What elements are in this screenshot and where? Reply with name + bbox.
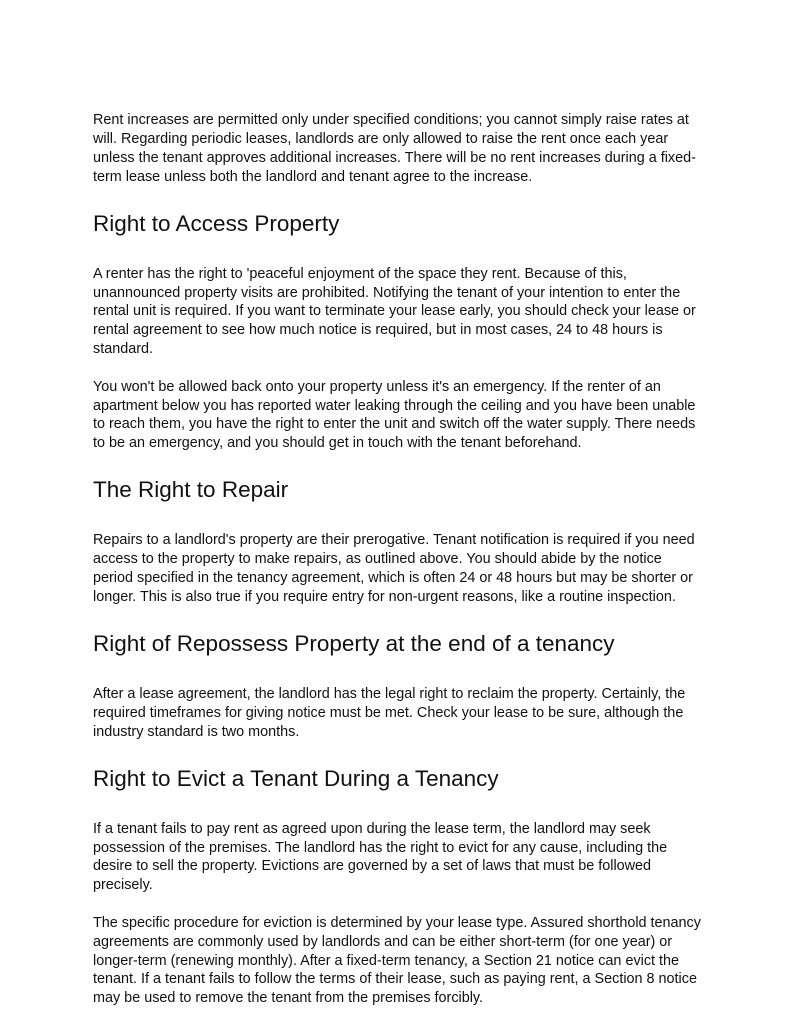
evict-paragraph-1: If a tenant fails to pay rent as agreed upon during the lease term, the landlord may seek possession of the premises. The landlord has the right to evict for any cause, including the desire to sell the property. Evictions are governed by a set of laws that must be followed precisely.	[93, 820, 668, 894]
heading-right-to-evict: Right to Evict a Tenant During a Tenancy	[93, 765, 499, 791]
access-paragraph-2: You won't be allowed back onto your property unless it's an emergency. If the renter of an apartment below you has reported water leaking through the ceiling and you have been unable to reach them, you have the right to enter the unit and switch off the water supply. There needs to be an emergency, and you should get in touch with the tenant beforehand.	[93, 378, 696, 452]
heading-right-to-repair: The Right to Repair	[93, 477, 289, 503]
evict-paragraph-2: The specific procedure for eviction is determined by your lease type. Assured shorthold tenancy agreements are commonly used by landlords and can be either short-term (for one year) or longer-term (renewing monthly). After a fixed-term tenancy, a Section 21 notice can evict the tenant. If a tenant fails to follow the terms of their lease, such as paying rent, a Section 8 notice may be used to remove the tenant from the premises forcibly.	[93, 914, 701, 1007]
access-paragraph-1: A renter has the right to 'peaceful enjoyment of the space they rent. Because of this, unannounced property visits are prohibited. Notifying the tenant of your intention to enter the rental unit is required. If you want to terminate your lease early, you should check your lease or rental agreement to see how much notice is required, but in most cases, 24 to 48 hours is standard.	[93, 265, 696, 358]
repossess-paragraph-1: After a lease agreement, the landlord has the legal right to reclaim the property. Certainly, the required timeframes for giving notice must be met. Check your lease to be sure, although the industry standard is two months.	[93, 685, 686, 740]
intro-paragraph: Rent increases are permitted only under specified conditions; you cannot simply raise rates at will. Regarding periodic leases, landlords are only allowed to raise the rent once each year unless the tenant approves additional increases. There will be no rent increases during a fixed-term lease unless both the landlord and tenant agree to the increase.	[93, 112, 696, 185]
document-page	[93, 111, 703, 1008]
repair-paragraph-1: Repairs to a landlord's property are their prerogative. Tenant notification is required if you need access to the property to make repairs, as outlined above. You should abide by the notice period specified in the tenancy agreement, which is often 24 or 48 hours but may be shorter or longer. This is also true if you require entry for non-urgent reasons, like a routine inspection.	[93, 532, 695, 605]
heading-right-to-access: Right to Access Property	[93, 210, 340, 236]
heading-right-of-repossess: Right of Repossess Property at the end of a tenancy	[93, 630, 615, 656]
